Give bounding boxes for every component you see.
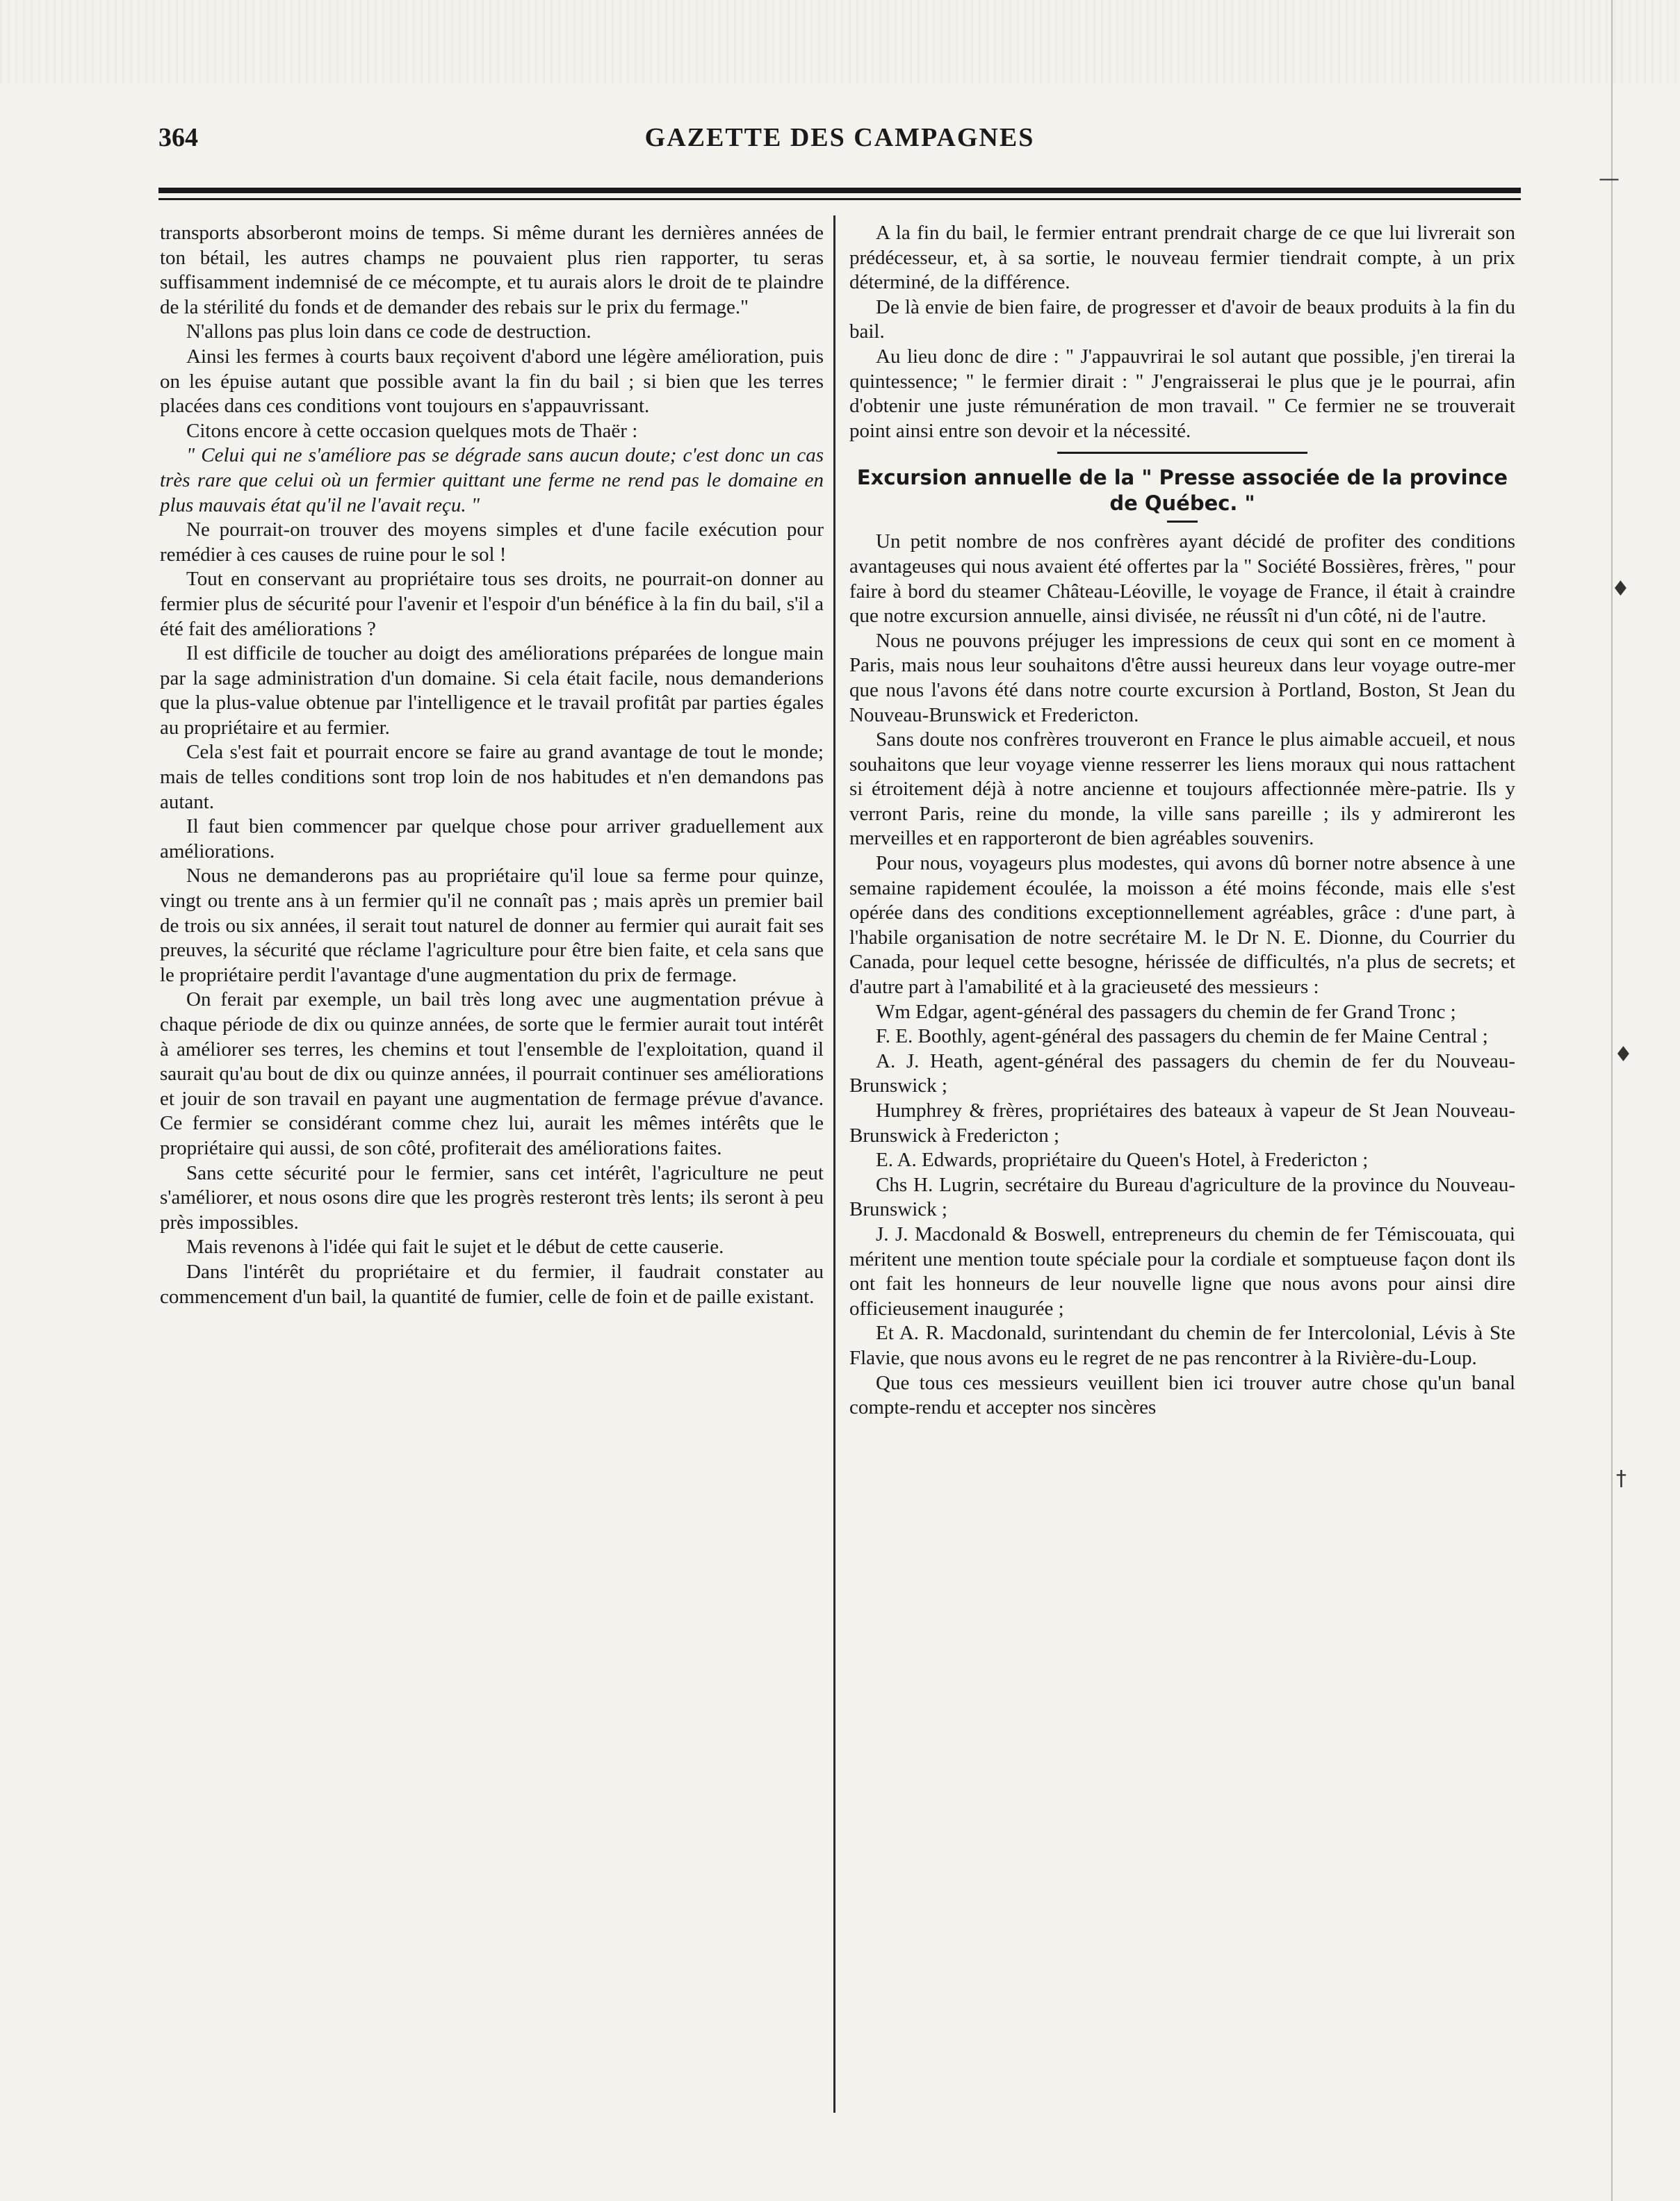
paragraph: Citons encore à cette occasion quelques mots de Thaër : bbox=[186, 419, 638, 442]
paragraph: Pour nous, voyageurs plus modestes, qui avons dû borner notre absence à une semaine rapidement écoulée, la moisson a été moins féconde, mais elle s'est opérée dans des conditions exceptionnellement agréables, grâce : d'une part, à l'habile organisation de notre secrétaire M. le Dr N. E. Dionne, du Courrier du Canada, pour lequel cette besogne, hérissée de difficultés, n'a plus de secrets; et d'autre part à l'amabilité et à la gracieuseté des messieurs : bbox=[849, 852, 1515, 999]
list-item: Wm Edgar, agent-général des passagers du chemin de fer Grand Tronc ; bbox=[876, 1000, 1456, 1023]
list-item: Chs H. Lugrin, secrétaire du Bureau d'agriculture de la province du Nouveau-Brunswick ; bbox=[849, 1173, 1515, 1221]
margin-ink-mark: — bbox=[1599, 167, 1620, 191]
paragraph: Sans doute nos confrères trouveront en France le plus aimable accueil, et nous souhaitons que leur voyage vienne resserrer les liens moraux qui nous rattachent si étroitement déjà à notre ancienne et toujours affectionnée mère-patrie. Ils y verront Paris, reine du monde, la ville sans pareille ; ils y admireront les merveilles et en rapporteront de bien agréables souvenirs. bbox=[849, 728, 1515, 850]
list-item: A. J. Heath, agent-général des passagers du chemin de fer du Nouveau-Brunswick ; bbox=[849, 1049, 1515, 1097]
section-title: Excursion annuelle de la " Presse associée de la province de Québec. " bbox=[856, 466, 1508, 516]
quotation: " Celui qui ne s'améliore pas se dégrade sans aucun doute; c'est donc un cas très rare que celui où un fermier quittant une ferme ne rend pas le domaine en plus mauvais état qu'il ne l'avait reçu. " bbox=[160, 444, 824, 516]
title-underline bbox=[1167, 521, 1198, 523]
page-edge bbox=[1611, 0, 1613, 2201]
list-item: E. A. Edwards, propriétaire du Queen's Hotel, à Fredericton ; bbox=[876, 1149, 1369, 1172]
header-rule-thin bbox=[158, 198, 1521, 200]
paragraph: Dans l'intérêt du propriétaire et du fermier, il faudrait constater au commencement d'un bail, la quantité de fumier, celle de foin et de paille existant. bbox=[160, 1260, 824, 1308]
page-number: 364 bbox=[158, 123, 198, 152]
list-item: J. J. Macdonald & Boswell, entrepreneurs du chemin de fer Témiscouata, qui méritent une mention toute spéciale pour la cordiale et somptueuse façon dont ils ont fait les honneurs de leur nouvelle ligne que nous avons pour ainsi dire officieusement inaugurée ; bbox=[849, 1222, 1515, 1320]
paragraph: Nous ne demanderons pas au propriétaire qu'il loue sa ferme pour quinze, vingt ou trente ans à un fermier qu'il ne connaît pas ; mais après un premier bail de trois ou six années, il serait tout naturel de donner au fermier qui aurait fait ses preuves, la sécurité que réclame l'agriculture pour être bien faite, et cela sans que le propriétaire perdit l'avantage d'une augmentation du prix de fermage. bbox=[160, 865, 824, 986]
column-divider bbox=[833, 215, 835, 2113]
margin-ink-mark: † bbox=[1616, 1466, 1626, 1491]
page-header bbox=[158, 122, 1521, 164]
paragraph: On ferait par exemple, un bail très long avec une augmentation prévue à chaque période de dix ou quinze années, de sorte que le fermier aurait tout intérêt à améliorer ses terres, les chemins et tout l'ensemble de l'exploitation, quand il saurait qu'au bout de dix ou quinze années, il pourrait continuer ses améliorations et jouir de son travail en payant une augmentation de fermage prévue d'avance. Ce fermier se considérant comme chez lui, aurait les mêmes intérêts que le propriétaire qui aussi, de son côté, profiterait des améliorations faites. bbox=[160, 988, 824, 1159]
paragraph: transports absorberont moins de temps. Si même durant les dernières années de ton bétail, les autres champs ne pouvaient plus rien rapporter, tu seras suffisamment indemnisé de ce mécompte, et tu aurais alors le droit de te plaindre de la stérilité du fonds et de demander des rebais sur le prix du fermage." bbox=[160, 222, 824, 318]
list-item: F. E. Boothly, agent-général des passagers du chemin de fer Maine Central ; bbox=[876, 1025, 1488, 1048]
header-rule-thick bbox=[158, 188, 1521, 193]
paragraph: Au lieu donc de dire : " J'appauvrirai le sol autant que possible, j'en tirerai la quintessence; " le fermier dirait : " J'engraisserai le plus que je le pourrai, afin d'obtenir une juste rémunération de mon travail. " Ce fermier ne se trouverait point ainsi entre son devoir et la nécessité. bbox=[849, 345, 1515, 442]
paragraph: Mais revenons à l'idée qui fait le sujet et le début de cette causerie. bbox=[186, 1236, 724, 1259]
margin-ink-mark: ♦ bbox=[1614, 1042, 1633, 1067]
paragraph: Il faut bien commencer par quelque chose pour arriver graduellement aux améliorations. bbox=[160, 815, 824, 862]
paragraph: Ne pourrait-on trouver des moyens simples et d'une facile exécution pour remédier à ces causes de ruine pour le sol ! bbox=[160, 518, 824, 566]
list-item: Et A. R. Macdonald, surintendant du chemin de fer Intercolonial, Lévis à Ste Flavie, que nous avons eu le regret de ne pas rencontrer à la Rivière-du-Loup. bbox=[849, 1322, 1515, 1369]
list-item: Humphrey & frères, propriétaires des bateaux à vapeur de St Jean Nouveau-Brunswick à Fredericton ; bbox=[849, 1099, 1515, 1147]
paragraph: N'allons pas plus loin dans ce code de destruction. bbox=[186, 320, 592, 343]
running-title: GAZETTE DES CAMPAGNES bbox=[644, 123, 1035, 152]
paragraph: Que tous ces messieurs veuillent bien ici trouver autre chose qu'un banal compte-rendu et accepter nos sincères bbox=[849, 1371, 1515, 1419]
paragraph: Ainsi les fermes à courts baux reçoivent d'abord une légère amélioration, puis on les épuise autant que possible avant la fin du bail ; si bien que les terres placées dans ces conditions vont toujours en s'appauvrissant. bbox=[160, 345, 824, 418]
paragraph: Il est difficile de toucher au doigt des améliorations préparées de longue main par la sage administration d'un domaine. Si cela était facile, nous demanderions que la plus-value obtenue par l'intelligence et le travail profitât par parties égales au propriétaire et au fermier. bbox=[160, 642, 824, 739]
paragraph: A la fin du bail, le fermier entrant prendrait charge de ce que lui livrerait son prédécesseur, et, à sa sortie, le nouveau fermier tiendrait compte, à un prix déterminé, de la différence. bbox=[849, 222, 1515, 294]
paragraph: Nous ne pouvons préjuger les impressions de ceux qui sont en ce moment à Paris, mais nous leur souhaitons d'être aussi heureux dans leur voyage outre-mer que nous l'avons été dans notre courte excursion à Portland, Boston, St Jean du Nouveau-Brunswick et Fredericton. bbox=[849, 629, 1515, 726]
paragraph: Un petit nombre de nos confrères ayant décidé de profiter des conditions avantageuses qui nous avaient été offertes par la " Société Bossières, frères, " pour faire à bord du steamer Château-Léoville, le voyage de France, il était à craindre que notre excursion annuelle, ainsi divisée, ne réussît ni d'un côté, ni de l'autre. bbox=[849, 530, 1515, 628]
paragraph: De là envie de bien faire, de progresser et d'avoir de beaux produits à la fin du bail. bbox=[849, 295, 1515, 343]
paragraph: Sans cette sécurité pour le fermier, sans cet intérêt, l'agriculture ne peut s'améliorer, et nous osons dire que les progrès resteront très lents; ils seront à peu près impossibles. bbox=[160, 1161, 824, 1234]
margin-ink-mark: ♦ bbox=[1611, 577, 1630, 601]
paragraph: Cela s'est fait et pourrait encore se faire au grand avantage de tout le monde; mais de telles conditions sont trop loin de nos habitudes et n'en demandons pas autant. bbox=[160, 741, 824, 813]
paragraph: Tout en conservant au propriétaire tous ses droits, ne pourrait-on donner au fermier plus de sécurité pour l'avenir et l'espoir d'un bénéfice à la fin du bail, s'il a été fait des améliorations ? bbox=[160, 568, 824, 640]
section-rule bbox=[1057, 452, 1307, 454]
left-column bbox=[160, 221, 824, 1309]
right-column bbox=[849, 221, 1515, 1421]
scan-noise bbox=[0, 0, 1680, 83]
